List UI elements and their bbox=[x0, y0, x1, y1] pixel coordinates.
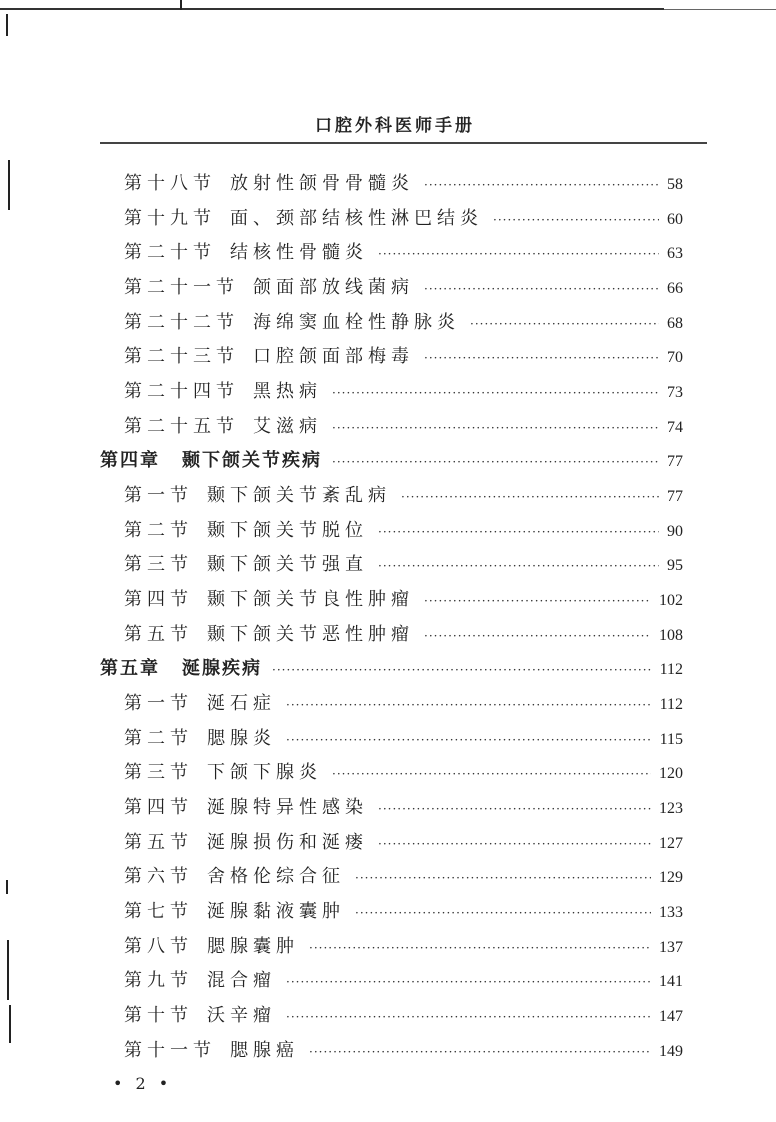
entry-label: 第六节 bbox=[124, 866, 193, 888]
dot-leader bbox=[286, 975, 651, 989]
entry-page-number: 112 bbox=[659, 696, 683, 714]
dot-leader bbox=[424, 594, 651, 608]
table-of-contents bbox=[100, 169, 683, 1070]
dot-leader bbox=[401, 490, 659, 504]
entry-label: 第四节 bbox=[124, 797, 193, 819]
scan-mark bbox=[6, 880, 8, 894]
dot-leader bbox=[470, 317, 659, 331]
entry-label: 第十九节 bbox=[124, 207, 216, 229]
entry-label: 第二节 bbox=[124, 727, 193, 749]
entry-title: 面、颈部结核性淋巴结炎 bbox=[230, 207, 483, 229]
toc-section-entry[interactable] bbox=[100, 377, 683, 412]
entry-label: 第二十四节 bbox=[124, 381, 239, 403]
toc-section-entry[interactable] bbox=[100, 481, 683, 516]
entry-label: 第二十节 bbox=[124, 242, 216, 264]
entry-label: 第八节 bbox=[124, 935, 193, 957]
entry-title: 颞下颌关节良性肿瘤 bbox=[207, 589, 414, 611]
dot-leader bbox=[378, 525, 659, 539]
toc-section-entry[interactable] bbox=[100, 273, 683, 308]
dot-leader bbox=[332, 386, 659, 400]
entry-label: 第五章 bbox=[100, 658, 160, 680]
toc-section-entry[interactable] bbox=[100, 550, 683, 585]
entry-label: 第一节 bbox=[124, 693, 193, 715]
dot-leader bbox=[424, 629, 651, 643]
entry-page-number: 74 bbox=[667, 418, 683, 436]
entry-title: 沃辛瘤 bbox=[207, 1005, 276, 1027]
entry-title: 颞下颌关节紊乱病 bbox=[207, 485, 391, 507]
entry-title: 涎腺疾病 bbox=[182, 658, 262, 680]
dot-leader bbox=[355, 906, 651, 920]
entry-title: 涎腺特异性感染 bbox=[207, 797, 368, 819]
entry-title: 混合瘤 bbox=[207, 970, 276, 992]
toc-section-entry[interactable] bbox=[100, 689, 683, 724]
entry-title: 下颌下腺炎 bbox=[207, 762, 322, 784]
toc-section-entry[interactable] bbox=[100, 897, 683, 932]
entry-title: 涎腺黏液囊肿 bbox=[207, 901, 345, 923]
entry-title: 颌面部放线菌病 bbox=[253, 277, 414, 299]
toc-section-entry[interactable] bbox=[100, 412, 683, 447]
entry-title: 黑热病 bbox=[253, 381, 322, 403]
entry-page-number: 137 bbox=[659, 938, 683, 956]
entry-title: 腮腺炎 bbox=[207, 727, 276, 749]
entry-title: 放射性颌骨骨髓炎 bbox=[230, 173, 414, 194]
scan-top-border bbox=[0, 8, 664, 10]
page-number: • 2 • bbox=[113, 1074, 173, 1093]
dot-leader bbox=[378, 837, 651, 851]
toc-section-entry[interactable] bbox=[100, 862, 683, 897]
dot-leader bbox=[286, 698, 652, 712]
dot-leader bbox=[378, 247, 659, 261]
dot-leader bbox=[332, 421, 659, 435]
entry-title: 口腔颌面部梅毒 bbox=[253, 346, 414, 368]
scan-mark bbox=[9, 1005, 11, 1043]
entry-title: 艾滋病 bbox=[253, 415, 322, 437]
dot-leader bbox=[272, 663, 652, 677]
toc-section-entry[interactable] bbox=[100, 828, 683, 863]
toc-section-entry[interactable] bbox=[100, 1001, 683, 1036]
toc-section-entry[interactable] bbox=[100, 585, 683, 620]
scan-mark bbox=[180, 0, 182, 10]
running-header-title: 口腔外科医师手册 bbox=[315, 116, 475, 136]
entry-label: 第二十二节 bbox=[124, 311, 239, 333]
entry-page-number: 127 bbox=[659, 834, 683, 852]
entry-page-number: 95 bbox=[667, 557, 683, 575]
toc-section-entry[interactable] bbox=[100, 169, 683, 204]
toc-section-entry[interactable] bbox=[100, 620, 683, 655]
entry-page-number: 77 bbox=[667, 488, 683, 506]
entry-page-number: 58 bbox=[667, 176, 683, 193]
entry-label: 第五节 bbox=[124, 831, 193, 853]
entry-label: 第三节 bbox=[124, 554, 193, 576]
entry-label: 第二十五节 bbox=[124, 415, 239, 437]
entry-title: 涎腺损伤和涎瘘 bbox=[207, 831, 368, 853]
dot-leader bbox=[424, 351, 659, 365]
entry-label: 第十节 bbox=[124, 1005, 193, 1027]
entry-title: 海绵窦血栓性静脉炎 bbox=[253, 311, 460, 333]
entry-page-number: 73 bbox=[667, 384, 683, 402]
entry-title: 涎石症 bbox=[207, 693, 276, 715]
scan-mark bbox=[8, 160, 10, 210]
entry-page-number: 149 bbox=[659, 1042, 683, 1060]
entry-page-number: 112 bbox=[659, 661, 683, 679]
entry-page-number: 70 bbox=[667, 349, 683, 367]
entry-page-number: 123 bbox=[659, 800, 683, 818]
entry-title: 结核性骨髓炎 bbox=[230, 242, 368, 264]
entry-page-number: 108 bbox=[659, 626, 683, 644]
entry-title: 舍格伦综合征 bbox=[207, 866, 345, 888]
entry-label: 第九节 bbox=[124, 970, 193, 992]
entry-page-number: 129 bbox=[659, 869, 683, 887]
dot-leader bbox=[286, 1010, 651, 1024]
dot-leader bbox=[286, 733, 652, 747]
entry-label: 第四章 bbox=[100, 450, 160, 472]
toc-section-entry[interactable] bbox=[100, 1036, 683, 1071]
entry-page-number: 133 bbox=[659, 904, 683, 922]
toc-chapter-entry[interactable] bbox=[100, 654, 683, 689]
toc-section-entry[interactable] bbox=[100, 966, 683, 1001]
entry-page-number: 115 bbox=[659, 730, 683, 748]
scan-mark bbox=[6, 14, 8, 36]
dot-leader bbox=[378, 559, 659, 573]
entry-page-number: 102 bbox=[659, 592, 683, 610]
dot-leader bbox=[355, 871, 651, 885]
toc-section-entry[interactable] bbox=[100, 238, 683, 273]
entry-page-number: 77 bbox=[667, 453, 683, 471]
entry-label: 第五节 bbox=[124, 623, 193, 645]
entry-title: 颞下颌关节脱位 bbox=[207, 519, 368, 541]
toc-section-entry[interactable] bbox=[100, 516, 683, 551]
entry-title: 腮腺癌 bbox=[230, 1039, 299, 1061]
dot-leader bbox=[424, 282, 659, 296]
dot-leader bbox=[493, 213, 659, 227]
entry-label: 第二节 bbox=[124, 519, 193, 541]
scan-mark bbox=[7, 940, 9, 1000]
entry-page-number: 63 bbox=[667, 245, 683, 263]
entry-page-number: 120 bbox=[659, 765, 683, 783]
dot-leader bbox=[424, 178, 659, 192]
toc-section-entry[interactable] bbox=[100, 932, 683, 967]
entry-label: 第三节 bbox=[124, 762, 193, 784]
toc-section-entry[interactable] bbox=[100, 308, 683, 343]
toc-section-entry[interactable] bbox=[100, 342, 683, 377]
toc-section-entry[interactable] bbox=[100, 793, 683, 828]
entry-page-number: 90 bbox=[667, 522, 683, 540]
entry-page-number: 60 bbox=[667, 210, 683, 228]
entry-label: 第十一节 bbox=[124, 1039, 216, 1061]
entry-label: 第四节 bbox=[124, 589, 193, 611]
header-rule bbox=[100, 142, 707, 144]
entry-page-number: 147 bbox=[659, 1008, 683, 1026]
toc-section-entry[interactable] bbox=[100, 758, 683, 793]
dot-leader bbox=[309, 1045, 651, 1059]
entry-page-number: 68 bbox=[667, 314, 683, 332]
entry-page-number: 141 bbox=[659, 973, 683, 991]
scan-top-border-faint bbox=[664, 9, 776, 10]
entry-title: 腮腺囊肿 bbox=[207, 935, 299, 957]
entry-label: 第十八节 bbox=[124, 173, 216, 194]
dot-leader bbox=[378, 802, 651, 816]
entry-label: 第一节 bbox=[124, 485, 193, 507]
toc-chapter-entry[interactable] bbox=[100, 446, 683, 481]
entry-page-number: 66 bbox=[667, 280, 683, 298]
dot-leader bbox=[309, 941, 651, 955]
entry-title: 颞下颌关节强直 bbox=[207, 554, 368, 576]
toc-section-entry[interactable] bbox=[100, 724, 683, 759]
entry-title: 颞下颌关节恶性肿瘤 bbox=[207, 623, 414, 645]
entry-label: 第七节 bbox=[124, 901, 193, 923]
toc-section-entry[interactable] bbox=[100, 204, 683, 239]
entry-title: 颞下颌关节疾病 bbox=[182, 450, 322, 472]
entry-label: 第二十三节 bbox=[124, 346, 239, 368]
dot-leader bbox=[332, 767, 651, 781]
dot-leader bbox=[332, 455, 659, 469]
entry-label: 第二十一节 bbox=[124, 277, 239, 299]
